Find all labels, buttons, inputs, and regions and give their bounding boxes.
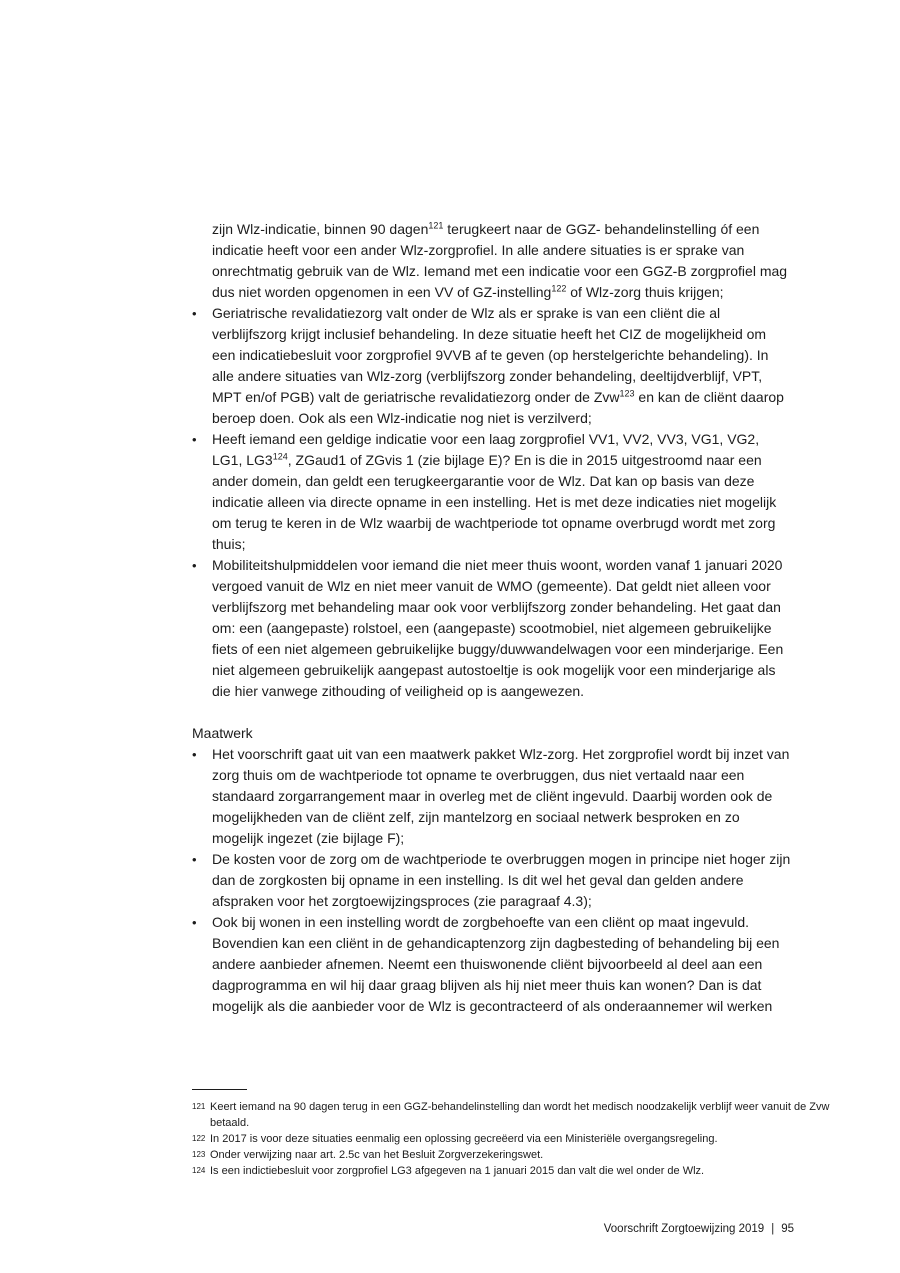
bullet-text: [212, 429, 793, 555]
text-run: Geriatrische revalidatiezorg valt onder de Wlz als er sprake is van een cliënt die al verblijfszorg krijgt inclusief behandeling. In deze situatie heeft het CIZ de mogelijkheid om een indicatiebesluit voor zorgprofiel 9VVB af te geven (op herstelgerichte behandeling). In alle andere situaties van Wlz-zorg (verblijfszorg zonder behandeling, deeltijdverblijf, VPT, MPT en/of PGB) valt de geriatrische revalidatiezorg onder de Zvw: [212, 305, 769, 405]
text-run: zijn Wlz-indicatie, binnen 90 dagen: [212, 221, 429, 237]
footnote-ref: 122: [551, 283, 567, 294]
footnote-text: Keert iemand na 90 dagen terug in een GGZ-behandelinstelling dan wordt het medisch noodzakelijk verblijf weer vanuit de Zvw betaald.: [210, 1101, 830, 1129]
intro-paragraph: [212, 219, 793, 303]
footnote-124: [192, 1163, 837, 1179]
bullet-text: [212, 555, 793, 702]
text-run: De kosten voor de zorg om de wachtperiode te overbruggen mogen in principe niet hoger zijn dan de zorgkosten bij opname in een instelling. Is dit wel het geval dan gelden andere afspraken voor het zorgtoewijzingsproces (zie paragraaf 4.3);: [212, 851, 791, 909]
footnote-121: [192, 1099, 837, 1131]
footnote-text: Onder verwijzing naar art. 2.5c van het Besluit Zorgverzekeringswet.: [210, 1149, 544, 1161]
bullet-item-wonen-in-instelling: [192, 912, 793, 1017]
bullet-icon: •: [192, 558, 197, 573]
bullet-item-geriatrische-revalidatiezorg: [192, 303, 793, 429]
footnote-separator-rule: [192, 1089, 247, 1090]
footnotes-section: [192, 1089, 837, 1179]
footnote-marker: 124: [192, 1166, 206, 1175]
footnote-ref: 124: [272, 451, 288, 462]
text-run: Heeft iemand een geldige indicatie voor een laag zorgprofiel VV1, VV2, VV3, VG1, VG2, LG1, LG3: [212, 431, 760, 468]
text-run: of Wlz-zorg thuis krijgen;: [566, 284, 724, 300]
bullet-text: [212, 303, 793, 429]
bullet-icon: •: [192, 852, 197, 867]
footnote-ref: 123: [619, 388, 635, 399]
footer-document-title: Voorschrift Zorgtoewijzing 2019: [603, 1223, 765, 1235]
page-body: [192, 219, 793, 1017]
text-run: Ook bij wonen in een instelling wordt de zorgbehoefte van een cliënt op maat ingevuld. Bovendien kan een cliënt in de gehandicaptenzorg zijn dagbesteding of behandeling bij een andere aanbieder afnemen. Neemt een thuiswonende cliënt bijvoorbeeld al deel aan een dagprogramma en wil hij daar graag blijven als hij niet meer thuis kan wonen? Dan is dat mogelijk als die aanbieder voor de Wlz is gecontracteerd of als onderaannemer wil werken: [212, 914, 780, 1014]
section-heading-maatwerk: Maatwerk: [192, 725, 253, 741]
bullet-item-mobiliteitshulpmiddelen: [192, 555, 793, 702]
bullet-icon: •: [192, 432, 197, 447]
footnote-marker: 121: [192, 1102, 206, 1111]
page-footer: [604, 1222, 794, 1237]
text-run: , ZGaud1 of ZGvis 1 (zie bijlage E)? En is die in 2015 uitgestroomd naar een ander domein, dan geldt een terugkeergarantie voor de Wlz. Dat kan op basis van deze indicatie alleen via directe opname in een instelling. Het is met deze indicaties niet mogelijk om terug te keren in de Wlz waarbij de wachtperiode tot opname overbrugd wordt met zorg thuis;: [212, 452, 777, 552]
footnote-text: Is een indictiebesluit voor zorgprofiel LG3 afgegeven na 1 januari 2015 dan valt die wel onder de Wlz.: [210, 1165, 705, 1177]
bullet-icon: •: [192, 915, 197, 930]
bullet-item-laag-zorgprofiel: [192, 429, 793, 555]
bullet-item-maatwerk-pakket: [192, 744, 793, 849]
text-run: Het voorschrift gaat uit van een maatwerk pakket Wlz-zorg. Het zorgprofiel wordt bij inzet van zorg thuis om de wachtperiode tot opname te overbruggen, dus niet vertaald naar een standaard zorgarrangement maar in overleg met de cliënt ingevuld. Daarbij worden ook de mogelijkheden van de cliënt zelf, zijn mantelzorg en sociaal netwerk besproken en zo mogelijk ingezet (zie bijlage F);: [212, 746, 790, 846]
footer-page-number: 95: [781, 1223, 794, 1235]
bullet-text: [212, 912, 793, 1017]
footnote-marker: 123: [192, 1150, 206, 1159]
footnote-ref: 121: [428, 220, 444, 231]
bullet-icon: •: [192, 306, 197, 321]
footer-separator: |: [771, 1223, 775, 1235]
footnote-122: [192, 1131, 837, 1147]
bullet-item-kosten-wachtperiode: [192, 849, 793, 912]
bullet-text: [212, 744, 793, 849]
footnote-marker: 122: [192, 1134, 206, 1143]
bullet-icon: •: [192, 747, 197, 762]
footnote-123: [192, 1147, 837, 1163]
text-run: terugkeert naar de GGZ- behandelinstelling óf een indicatie heeft voor een ander Wlz-zorgprofiel. In alle andere situaties is er sprake van onrechtmatig gebruik van de Wlz. Iemand met een indicatie voor een GGZ-B zorgprofiel mag dus niet worden opgenomen in een VV of GZ-instelling: [212, 221, 788, 300]
text-run: en kan de cliënt daarop beroep doen. Ook als een Wlz-indicatie nog niet is verzilverd;: [212, 389, 784, 426]
text-run: Mobiliteitshulpmiddelen voor iemand die niet meer thuis woont, worden vanaf 1 januari 2020 vergoed vanuit de Wlz en niet meer vanuit de WMO (gemeente). Dat geldt niet alleen voor verblijfszorg met behandeling maar ook voor verblijfszorg zonder behandeling. Het gaat dan om: een (aangepaste) rolstoel, een (aangepaste) scootmobiel, niet algemeen gebruikelijke fiets of een niet algemeen gebruikelijke buggy/duwwandelwagen voor een minderjarige. Een niet algemeen gebruikelijk aangepast autostoeltje is ook mogelijk voor een minderjarige als die hier vanwege zithouding of veiligheid op is aangewezen.: [212, 557, 784, 699]
footnote-text: In 2017 is voor deze situaties eenmalig een oplossing gecreëerd via een Ministeriële overgangsregeling.: [210, 1133, 718, 1145]
bullet-text: [212, 849, 793, 912]
